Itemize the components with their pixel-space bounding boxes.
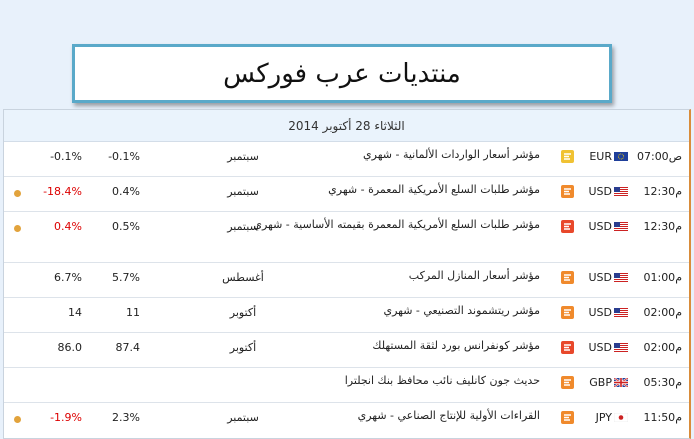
event-row[interactable] [4,262,690,298]
forecast-value: 87.4 [115,341,140,354]
previous-value: 86.0 [57,341,82,354]
previous-value: -0.1% [50,150,82,163]
currency-code: USD [588,306,612,319]
currency-code: USD [588,220,612,233]
event-time: 02:00م [643,306,682,319]
event-name[interactable]: مؤشر طلبات السلع الأمريكية المعمرة بقيمته الأساسية - شهري [253,218,540,231]
importance-icon[interactable] [561,341,574,354]
event-row[interactable] [4,141,690,177]
event-time: 02:00م [643,341,682,354]
previous-value: -1.9% [50,411,82,424]
previous-value: 14 [68,306,82,319]
forecast-value: 5.7% [112,271,140,284]
event-period: سبتمبر [227,150,259,163]
jp-flag-icon [614,412,628,421]
alert-dot-icon [14,416,21,423]
forum-banner [72,44,612,103]
event-time: 11:50م [643,411,682,424]
event-name[interactable]: مؤشر أسعار الواردات الألمانية - شهري [363,148,540,161]
currency-code: USD [588,271,612,284]
importance-icon[interactable] [561,185,574,198]
us-flag-icon [614,272,628,281]
currency-code: JPY [595,411,612,424]
gb-flag-icon [614,377,628,386]
event-time: 12:30م [643,220,682,233]
us-flag-icon [614,186,628,195]
event-name[interactable]: مؤشر طلبات السلع الأمريكية المعمرة - شهري [328,183,540,196]
event-row[interactable] [4,402,690,439]
importance-icon[interactable] [561,376,574,389]
event-period: أكتوبر [229,341,257,354]
us-flag-icon [614,221,628,230]
currency-code: EUR [589,150,612,163]
economic-calendar-panel [3,109,691,439]
event-time: 12:30م [643,185,682,198]
event-period: سبتمبر [227,185,259,198]
currency-code: GBP [589,376,612,389]
event-name[interactable]: مؤشر كونفرانس بورد لثقة المستهلك [372,339,540,352]
event-row[interactable] [4,367,690,403]
forecast-value: 0.5% [112,220,140,233]
previous-value: 6.7% [54,271,82,284]
importance-icon[interactable] [561,306,574,319]
us-flag-icon [614,342,628,351]
event-period: أكتوبر [229,306,257,319]
event-time: 07:00ص [636,150,682,163]
forecast-value: 2.3% [112,411,140,424]
currency-code: USD [588,185,612,198]
event-name[interactable]: مؤشر أسعار المنازل المركب [408,269,540,282]
event-time: 05:30م [643,376,682,389]
currency-code: USD [588,341,612,354]
event-name[interactable]: القراءات الأولية للإنتاج الصناعي - شهري [357,409,540,422]
event-row[interactable] [4,211,690,263]
banner-title: منتديات عرب فوركس [223,58,461,89]
event-period: سبتمبر [227,220,259,233]
importance-icon[interactable] [561,150,574,163]
date-header [4,110,689,142]
alert-dot-icon [14,225,21,232]
event-row[interactable] [4,332,690,368]
forecast-value: 0.4% [112,185,140,198]
us-flag-icon [614,307,628,316]
event-row[interactable] [4,176,690,212]
forecast-value: 11 [126,306,140,319]
importance-icon[interactable] [561,271,574,284]
date-label: الثلاثاء 28 أكتوبر 2014 [288,118,405,133]
event-name[interactable]: مؤشر ريتشموند التصنيعي - شهري [383,304,540,317]
eu-flag-icon [614,151,628,160]
event-period: أغسطس [222,271,264,284]
alert-dot-icon [14,190,21,197]
event-name[interactable]: حديث جون كانليف نائب محافظ بنك انجلترا [344,374,540,387]
previous-value: -18.4% [43,185,82,198]
importance-icon[interactable] [561,411,574,424]
event-row[interactable] [4,297,690,333]
previous-value: 0.4% [54,220,82,233]
importance-icon[interactable] [561,220,574,233]
forecast-value: -0.1% [108,150,140,163]
event-period: سبتمبر [227,411,259,424]
event-time: 01:00م [643,271,682,284]
